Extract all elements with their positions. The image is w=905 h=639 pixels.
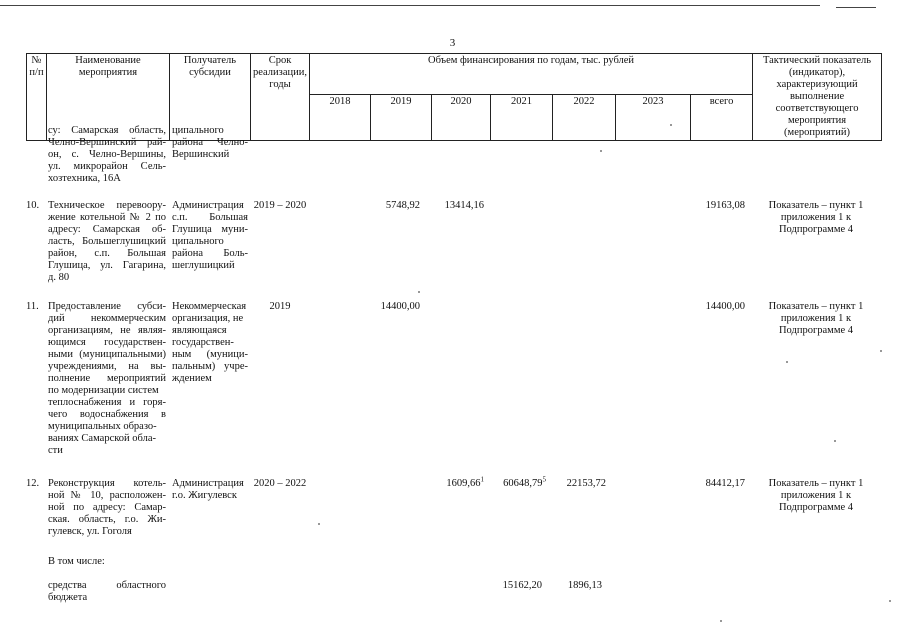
cont-name-line: он, с. Челно-Вершины, (48, 149, 166, 160)
scan-speck (600, 150, 602, 152)
indicator-line: Показатель – пункт 1 (768, 478, 864, 489)
recipient-line: Некоммерческая (172, 301, 247, 312)
name-line: ной № 10, расположен- (48, 490, 166, 501)
row-10-term: 2019 – 2020 (253, 200, 307, 211)
header-funding: Объем финансирования по годам, тыс. рублей (310, 54, 753, 95)
indicator-line: приложения 1 к (780, 313, 852, 324)
header-num: № п/п (27, 54, 47, 141)
name-line: Глушица, ул. Гагарина, (48, 260, 166, 271)
indicator-line: Подпрограмме 4 (778, 502, 854, 513)
name-line: по модернизации систем (48, 385, 159, 396)
sub-row-2022: 1896,13 (567, 580, 602, 591)
row-12-2020 (432, 475, 484, 490)
name-line: средства областного (48, 580, 166, 591)
recipient-line: организация, не (172, 313, 244, 324)
header-year-2019: 2019 (371, 94, 432, 140)
row-12-recipient (172, 478, 248, 502)
row-10-2020: 13414,16 (444, 200, 484, 211)
row-11-2019: 14400,00 (380, 301, 420, 312)
row-12-num: 12. (26, 478, 40, 489)
recipient-line: ципального (172, 236, 224, 247)
recipient-line: района Боль- (172, 248, 248, 259)
indicator-line: Показатель – пункт 1 (768, 301, 864, 312)
name-line: район, с.п. Большая (48, 248, 166, 259)
name-line: жение котельной № 2 по (48, 212, 166, 223)
footnote-mark: 5 (542, 475, 546, 484)
row-11-name (48, 301, 166, 457)
indicator-line: Показатель – пункт 1 (768, 200, 864, 211)
header-recipient: Получатель субсидии (170, 54, 251, 141)
name-line: гулевск, ул. Гоголя (48, 526, 132, 537)
name-line: Реконструкция котель- (48, 478, 166, 489)
name-line: теплоснабжения и горя- (48, 397, 166, 408)
row-11-num: 11. (26, 301, 39, 312)
recipient-line: являющаяся (172, 325, 227, 336)
header-year-2021: 2021 (491, 94, 553, 140)
scan-speck (418, 291, 420, 293)
name-line: адресу: Самарская об- (48, 224, 166, 235)
row-10-2019: 5748,92 (385, 200, 420, 211)
cont-name-line: Челно-Вершинский рай- (48, 137, 166, 148)
name-line: муниципальных образо- (48, 421, 157, 432)
name-line: полнение мероприятий (48, 373, 166, 384)
name-line: ными (муниципальными) (48, 349, 166, 360)
name-line: чего водоснабжения в (48, 409, 166, 420)
row-10-recipient (172, 200, 248, 272)
scan-speck (720, 620, 722, 622)
name-line: организациям, не являя- (48, 325, 166, 336)
cont-recipient-line: района Челно- (172, 137, 248, 148)
header-total: всего (691, 94, 753, 140)
row-11-recipient (172, 301, 248, 385)
cont-name-line: хозтехника, 16А (48, 173, 121, 184)
row-11-term: 2019 (269, 301, 291, 312)
name-line: ваниях Самарской обла- (48, 433, 157, 444)
scan-speck (318, 523, 320, 525)
sub-row-2021: 15162,20 (502, 580, 542, 591)
row-10-num: 10. (26, 200, 40, 211)
name-line: д. 80 (48, 272, 70, 283)
page-number: 3 (449, 37, 456, 49)
sub-row-name (48, 580, 166, 604)
name-line: ласть, Большеглушицкий (48, 236, 166, 247)
row-12-2022: 22153,72 (566, 478, 606, 489)
value-text: 60648,79 (503, 478, 543, 489)
recipient-line: ным (муници- (172, 349, 248, 360)
indicator-line: Подпрограмме 4 (778, 325, 854, 336)
row-10-name (48, 200, 166, 284)
cont-name-line: су: Самарская область, (48, 125, 166, 136)
name-line: Предоставление субси- (48, 301, 166, 312)
scan-speck (670, 124, 672, 126)
row-12-total: 84412,17 (705, 478, 745, 489)
row-12-2021 (492, 475, 546, 490)
name-line: бюджета (48, 592, 88, 603)
scan-top-line-right (836, 7, 876, 8)
footnote-mark: 1 (480, 475, 484, 484)
recipient-line: Администрация (172, 478, 244, 489)
cont-recipient-line: ципального (172, 125, 224, 136)
indicator-line: Подпрограмме 4 (778, 224, 854, 235)
header-year-2018: 2018 (310, 94, 371, 140)
recipient-line: государствен- (172, 337, 234, 348)
name-line: учреждениями, на вы- (48, 361, 166, 372)
recipient-line: пальным) учре- (172, 361, 248, 372)
scan-speck (880, 350, 882, 352)
row-12-indicator (752, 478, 880, 514)
row-11-total: 14400,00 (705, 301, 745, 312)
indicator-line: приложения 1 к (780, 212, 852, 223)
header-term: Срок реализации, годы (251, 54, 310, 141)
recipient-line: ждением (172, 373, 212, 384)
recipient-line: Администрация (172, 200, 244, 211)
header-year-2023: 2023 (616, 94, 691, 140)
header-indicator: Тактический показатель (индикатор), характеризующий выполнение соответствующего мероприятия (мероприятий) (753, 54, 882, 141)
scan-speck (786, 361, 788, 363)
scan-top-line (0, 5, 820, 6)
header-year-2020: 2020 (432, 94, 491, 140)
cont-recipient-line: Вершинский (172, 149, 230, 160)
name-line: сти (48, 445, 63, 456)
cont-row-recipient (172, 125, 248, 161)
name-line: ская. область, г.о. Жи- (48, 514, 166, 525)
recipient-line: шеглушицкий (172, 260, 235, 271)
recipient-line: с.п. Большая (172, 212, 248, 223)
name-line: ной по адресу: Самар- (48, 502, 166, 513)
recipient-line: Глушица муни- (172, 224, 248, 235)
row-10-total: 19163,08 (705, 200, 745, 211)
name-line: дий некоммерческим (48, 313, 166, 324)
row-11-indicator (752, 301, 880, 337)
cont-name-line: ул. микрорайон Сель- (48, 161, 166, 172)
including-label: В том числе: (48, 556, 105, 567)
cont-row-name (48, 125, 166, 185)
header-year-2022: 2022 (553, 94, 616, 140)
name-line: Техническое перевоору- (48, 200, 166, 211)
header-name: Наименование мероприятия (47, 54, 170, 141)
row-12-name (48, 478, 166, 538)
recipient-line: г.о. Жигулевск (172, 490, 237, 501)
value-text: 1609,66 (446, 478, 481, 489)
row-10-indicator (752, 200, 880, 236)
indicator-line: приложения 1 к (780, 490, 852, 501)
row-12-term: 2020 – 2022 (253, 478, 307, 489)
name-line: ющимся государствен- (48, 337, 166, 348)
scan-speck (889, 600, 891, 602)
scan-speck (834, 440, 836, 442)
